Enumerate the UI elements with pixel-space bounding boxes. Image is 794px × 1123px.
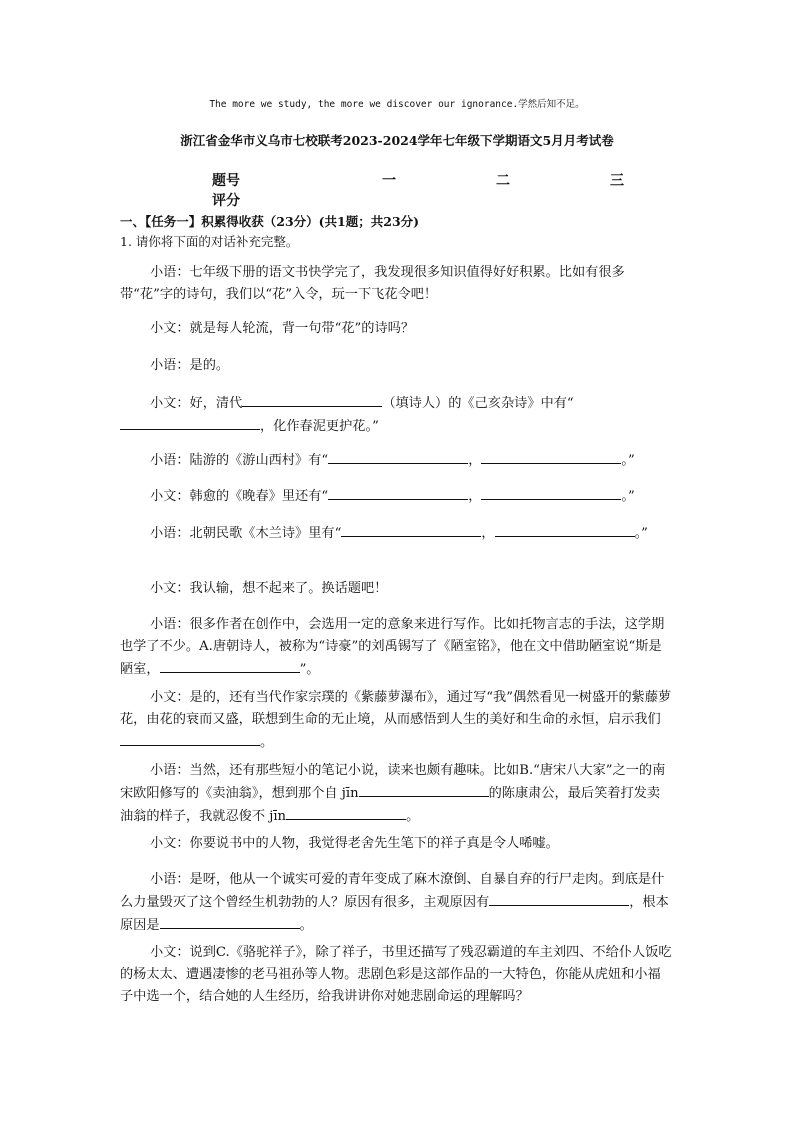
dialogue-text: 。”	[634, 526, 648, 541]
answer-blank[interactable]	[481, 449, 621, 464]
dialogue-text: 。	[299, 918, 313, 933]
dialogue-text: ，	[468, 453, 482, 468]
answer-blank[interactable]	[495, 522, 635, 537]
dialogue-paragraph	[120, 614, 673, 681]
dialogue-paragraph	[120, 869, 673, 937]
dialogue-text: 小语：是呀，他从一个诚实可爱的青年变成了麻木潦倒、自暴自弃的行尸走肉。到底是什么力量毁灭了这个曾经生机勃勃的人？原因有很多，主观原因有	[120, 872, 665, 910]
dialogue-text: 小语：是的。	[150, 358, 230, 373]
dialogue-text: 。	[406, 809, 420, 824]
score-table-col-3: 三	[610, 173, 624, 189]
answer-blank[interactable]	[489, 891, 629, 906]
dialogue-paragraph	[120, 578, 673, 600]
dialogue-text: 。”	[621, 453, 635, 468]
dialogue-paragraph	[120, 318, 673, 340]
dialogue-paragraph	[120, 392, 673, 438]
dialogue-text: 。	[260, 735, 274, 750]
dialogue-text: 的陈康肃公，最后笑着打发卖油翁的样子，我就忍俊不 jīn	[120, 786, 661, 824]
dialogue-text: ，根本原因是	[120, 895, 669, 933]
dialogue-paragraph	[120, 262, 673, 306]
dialogue-text: 小语：七年级下册的语文书快学完了，我发现很多知识值得好好积累。比如有很多带“花”字的诗句，我们以“花”入令，玩一下飞花令吧！	[120, 265, 625, 302]
section-heading: 一、【任务一】积累得收获（23分）(共1题；共23分)	[120, 214, 420, 229]
score-table-col-1: 一	[382, 173, 396, 189]
dialogue-paragraph	[120, 687, 673, 754]
dialogue-text: 小语：北朝民歌《木兰诗》里有“	[150, 526, 342, 541]
question-1: 1. 请你将下面的对话补充完整。	[120, 234, 299, 249]
score-table-row-label-number: 题号	[212, 173, 240, 189]
dialogue-paragraph	[120, 355, 673, 377]
dialogue-text: 小语：当然，还有那些短小的笔记小说，读来也颇有趣味。比如B.“唐宋八大家”之一的南宋欧阳修写的《卖油翁》，想到那个自 jīn	[120, 763, 666, 801]
answer-blank[interactable]	[120, 731, 260, 746]
dialogue-text: 小语：很多作者在创作中，会选用一定的意象来进行写作。比如托物言志的手法，这学期也学了不少。A.唐朝诗人，被称为“诗豪”的刘禹锡写了《陋室铭》，他在文中借助陋室说“斯是陋室，	[120, 617, 665, 677]
dialogue-text: 。”	[621, 489, 635, 504]
answer-blank[interactable]	[328, 449, 468, 464]
dialogue-text: 小文：韩愈的《晚春》里还有“	[150, 489, 329, 504]
answer-blank[interactable]	[481, 485, 621, 500]
page-motto: The more we study, the more we discover our ignorance.学然后知不足。	[209, 99, 585, 110]
dialogue-paragraph	[120, 449, 673, 472]
dialogue-text: ，化作春泥更护花。”	[260, 419, 379, 434]
dialogue-paragraph	[120, 522, 673, 545]
dialogue-paragraph	[120, 833, 673, 855]
dialogue-paragraph	[120, 760, 673, 828]
answer-blank[interactable]	[341, 522, 481, 537]
dialogue-text: 小文：说到C.《骆驼祥子》，除了祥子，书里还描写了残忍霸道的车主刘四、不给仆人饭吃的杨太太、遭遇凄惨的老马祖孙等人物。悲剧色彩是这部作品的一大特色，你能从虎妞和小福子中选一个，结合她的人生经历，给我讲讲你对她悲剧命运的理解吗？	[120, 945, 672, 1004]
dialogue-text: 小文：是的，还有当代作家宗璞的《紫藤萝瀑布》，通过写“我”偶然看见一树盛开的紫藤萝花，由花的衰而又盛，联想到生命的无止境，从而感悟到人生的美好和生命的永恒，启示我们	[120, 690, 672, 727]
answer-blank[interactable]	[160, 914, 300, 929]
answer-blank[interactable]	[120, 415, 260, 430]
dialogue-text: ”。	[299, 662, 320, 677]
answer-blank[interactable]	[242, 392, 382, 407]
dialogue-text: 小文：好，清代	[150, 396, 243, 411]
exam-title: 浙江省金华市义乌市七校联考2023-2024学年七年级下学期语文5月月考试卷	[180, 133, 614, 148]
answer-blank[interactable]	[328, 485, 468, 500]
dialogue-text: 小文：你要说书中的人物，我觉得老舍先生笔下的祥子真是令人唏嘘。	[150, 836, 559, 851]
dialogue-text: 小文：就是每人轮流，背一句带“花”的诗吗？	[150, 321, 415, 336]
dialogue-paragraph	[120, 942, 673, 1008]
dialogue-text: （填诗人）的《己亥杂诗》中有“	[382, 396, 574, 411]
dialogue-text: 小文：我认输，想不起来了。换话题吧！	[150, 581, 388, 596]
dialogue-text: 小语：陆游的《游山西村》有“	[150, 453, 329, 468]
dialogue-paragraph	[120, 485, 673, 508]
dialogue-text: ，	[468, 489, 482, 504]
dialogue-text: ，	[481, 526, 495, 541]
answer-blank[interactable]	[160, 658, 300, 673]
score-table-row-label-score: 评分	[212, 193, 240, 209]
answer-blank[interactable]	[359, 782, 489, 797]
answer-blank[interactable]	[286, 805, 406, 820]
score-table-col-2: 二	[496, 173, 510, 189]
